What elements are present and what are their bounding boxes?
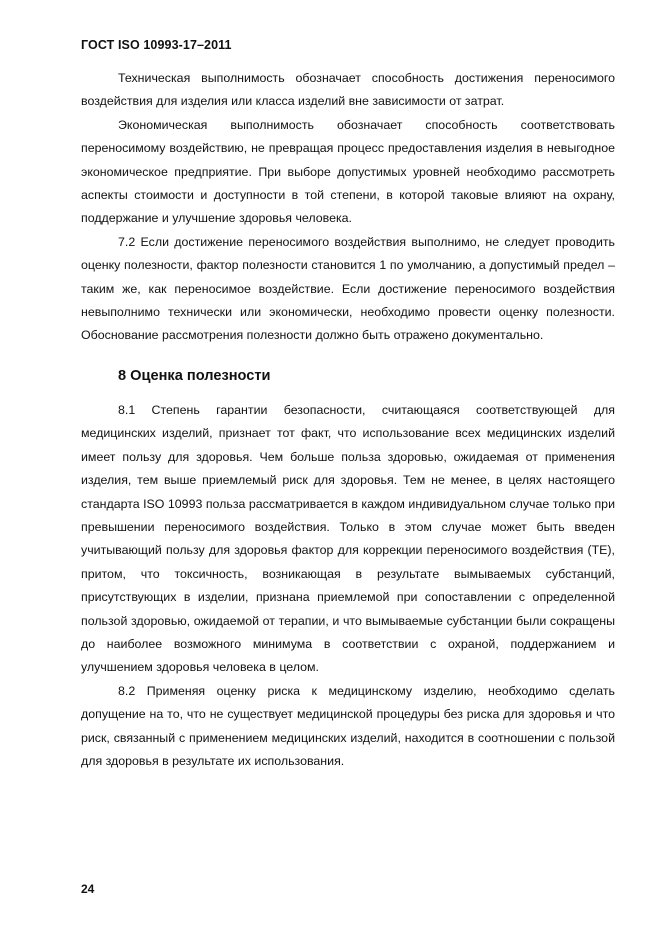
section-heading-8: 8 Оценка полезности: [118, 367, 271, 384]
paragraph-economic-feasibility: Экономическая выполнимость обозначает способность соответствовать переносимому воздействию, не превращая процесс предоставления изделия в невыгодное экономическое предприятие. При выборе допустимых уровней необходимо рассмотреть аспекты стоимости и доступности в той степени, в которой таковые влияют на охрану, поддержание и улучшение здоровья человека.: [81, 117, 615, 226]
paragraph-8-2: 8.2 Применяя оценку риска к медицинскому изделию, необходимо сделать допущение на то, что не существует медицинской процедуры без риска для здоровья и что риск, связанный с применением медицинских изделий, находится в соотношении с пользой для здоровья в результате их использования.: [81, 683, 615, 768]
paragraph-7-2: 7.2 Если достижение переносимого воздействия выполнимо, не следует проводить оценку полезности, фактор полезности становится 1 по умолчанию, а допустимый предел – таким же, как переносимое воздействие. Если достижение переносимого воздействия невыполнимо технически или экономически, необходимо провести оценку полезности. Обоснование рассмотрения полезности должно быть отражено документально.: [81, 234, 615, 343]
paragraph-8-1: 8.1 Степень гарантии безопасности, считающаяся соответствующей для медицинских изделий, признает тот факт, что использование всех медицинских изделий имеет пользу для здоровья. Чем больше польза здоровью, ожидаемая от применения изделия, тем выше приемлемый риск для здоровья. Тем не менее, в целях настоящего стандарта ISO 10993 польза рассматривается в каждом индивидуальном случае только при превышении переносимого воздействия. Только в этом случае может быть введен учитывающий пользу для здоровья фактор для коррекции переносимого воздействия (ТЕ), притом, что токсичность, возникающая в результате вымываемых субстанций, присутствующих в изделии, признана приемлемой при сопоставлении с определенной пользой здоровью, ожидаемой от терапии, и что вымываемые субстанции были сокращены до наиболее возможного минимума в соответствии с охраной, поддержанием и улучшением здоровья человека в целом.: [81, 402, 615, 675]
document-code-header: ГОСТ ISO 10993-17–2011: [81, 38, 232, 52]
paragraph-technical-feasibility: Техническая выполнимость обозначает способность достижения переносимого воздействия для изделия или класса изделий вне зависимости от затрат.: [81, 71, 615, 109]
body-text: [81, 67, 615, 773]
page-number: 24: [81, 882, 95, 896]
